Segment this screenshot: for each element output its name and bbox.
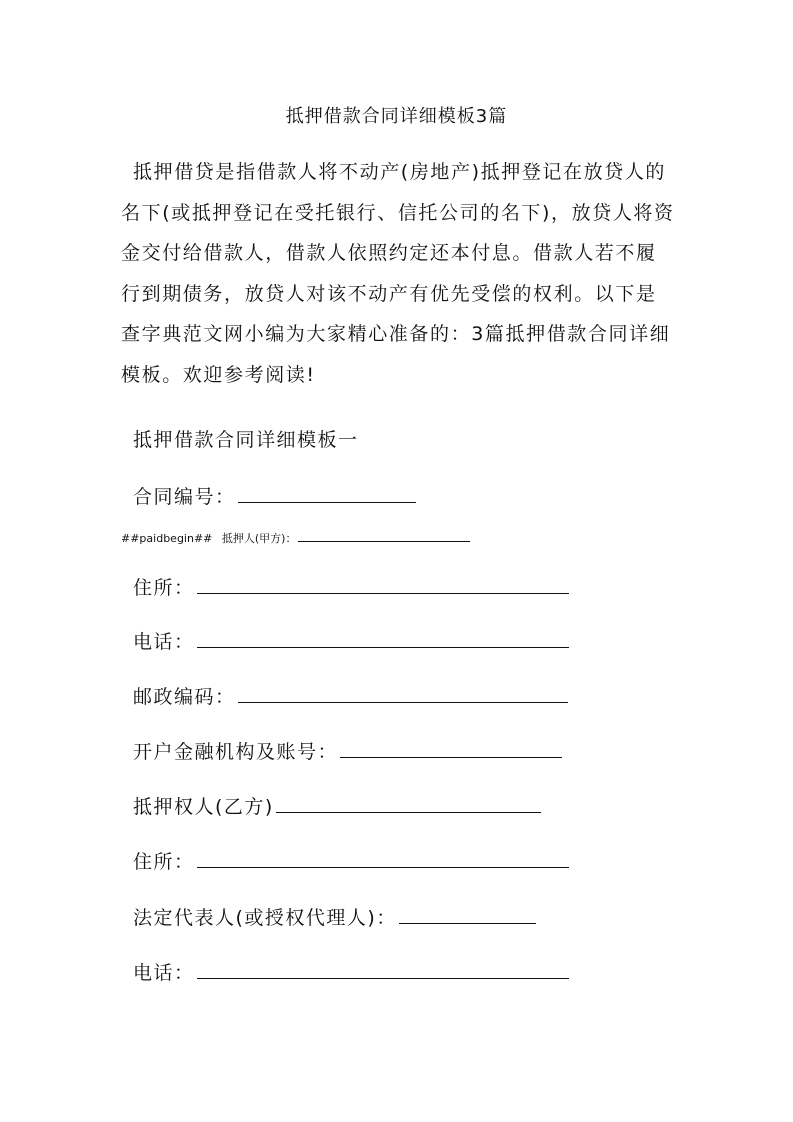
mortgagor-blank — [298, 533, 470, 542]
intro-paragraph: 抵押借贷是指借款人将不动产(房地产)抵押登记在放贷人的名下(或抵押登记在受托银行、信托公司的名下)，放贷人将资金交付给借款人，借款人依照约定还本付息。借款人若不履行到期债务，放贷人对该不动产有优先受偿的权利。以下是查字典范文网小编为大家精心准备的：3篇抵押借款合同详细模板。欢迎参考阅读! — [121, 161, 675, 386]
mortgagor-field — [121, 530, 470, 546]
postcode-field — [133, 682, 568, 709]
legal-rep-field — [133, 903, 536, 930]
address-b-label: 住所： — [133, 851, 195, 873]
document-title: 抵押借款合同详细模板3篇 — [285, 106, 508, 127]
legal-rep-blank — [399, 907, 536, 924]
address-a-blank — [197, 577, 569, 594]
mortgagee-field — [133, 792, 541, 819]
phone-a-label: 电话： — [133, 631, 195, 653]
bank-account-blank — [340, 741, 562, 758]
mortgagor-label: 抵押人(甲方)： — [221, 532, 297, 545]
paid-marker: ##paidbegin## — [121, 532, 213, 545]
bank-account-field — [133, 737, 562, 764]
section-heading: 抵押借款合同详细模板一 — [133, 429, 359, 451]
bank-account-label: 开户金融机构及账号： — [133, 741, 339, 763]
contract-number-field — [133, 482, 416, 509]
address-b-field — [133, 847, 569, 874]
contract-number-blank — [238, 486, 416, 503]
mortgagee-label: 抵押权人(乙方) — [133, 796, 274, 818]
phone-a-blank — [197, 631, 569, 648]
phone-b-blank — [197, 962, 569, 979]
phone-b-field — [133, 958, 569, 985]
address-a-label: 住所： — [133, 577, 195, 599]
legal-rep-label: 法定代表人(或授权代理人)： — [133, 907, 397, 929]
postcode-blank — [238, 686, 568, 703]
mortgagee-blank — [276, 796, 541, 813]
address-a-field — [133, 573, 569, 600]
contract-number-label: 合同编号： — [133, 486, 236, 508]
postcode-label: 邮政编码： — [133, 686, 236, 708]
phone-b-label: 电话： — [133, 962, 195, 984]
phone-a-field — [133, 627, 569, 654]
address-b-blank — [197, 851, 569, 868]
